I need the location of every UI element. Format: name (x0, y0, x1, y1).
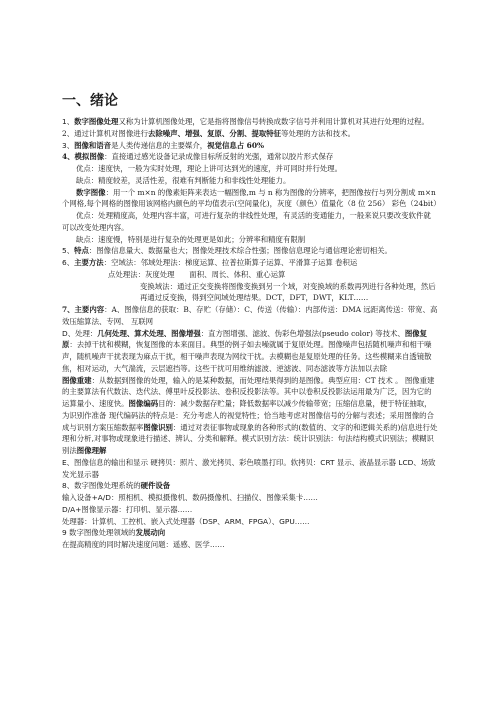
document-body (62, 116, 441, 551)
text-run: 又称为计算机图像处理，它是指将图像信号转换成数字信号并利用计算机对其进行处理的过程。 (118, 117, 429, 126)
text-run: 2、通过计算机对图像进行 (62, 128, 149, 138)
document-page (62, 90, 441, 551)
text-run: 缺点：精度较差，灵活性差，很难有判断能力和非线性处理能力。 (76, 175, 291, 185)
paragraph (62, 175, 438, 187)
paragraph (62, 304, 438, 328)
text-run: 点处理法：灰度处理 面积、周长、体积、重心运算 (108, 269, 286, 279)
text-run: 8、数字图像处理系统的 (62, 481, 141, 491)
bold-term: 特点 (74, 246, 89, 256)
paragraph (62, 492, 438, 504)
text-run: 1、 (62, 117, 75, 126)
paragraph (62, 269, 438, 281)
paragraph (62, 539, 438, 551)
bold-term: 图像重建 (62, 375, 92, 385)
text-run: 处理器：计算机、工控机、嵌入式处理器（DSP、ARM、FPGA）、GPU…… (62, 516, 310, 526)
paragraph (62, 504, 438, 516)
text-run: D/A+图像显示器：打印机、显示器…… (62, 504, 193, 514)
paragraph (62, 140, 438, 152)
text-run: ：通过对表征事物或现象的各种形式的(数值的、文字的和逻辑关系的)信息进行处理和分析,对事物或现象进行描述、辨认、分类和解释。模式识别方法：统计识别法：句法结构模式识别法；模糊识别法 (62, 422, 438, 455)
paragraph (62, 116, 438, 128)
text-run: 是人类传递信息的主要媒介， (111, 140, 208, 150)
bold-term: 数字图像 (76, 187, 106, 197)
paragraph (62, 128, 438, 140)
bold-term: 图像理解 (76, 446, 107, 455)
text-run: ：A、图像信息的获取：B、存贮（存储）：C、传送（传输）：内部传送：DMA 远距离传送：带宽、高效压缩算法、专网、 互联网 (62, 305, 438, 326)
text-run: 优点：处理精度高，处理内容丰富，可进行复杂的非线性处理，有灵活的变通能力，一般来说只要改变软件就可以改变处理内容。 (62, 211, 431, 232)
bold-term: 图像和语音 (74, 140, 112, 150)
bold-term: 硬件设备 (140, 481, 171, 491)
bold-term: 4、模拟图像 (62, 152, 105, 162)
text-run: ：直方图增强、滤波、伪彩色增强法(pseudo color) 等技术、 (200, 328, 405, 338)
bold-term: 主要方法 (74, 258, 104, 267)
paragraph (62, 187, 441, 211)
paragraph (62, 234, 438, 246)
paragraph (62, 151, 438, 163)
text-run: 6、 (62, 258, 75, 267)
text-run: ：图像信息量大、数据量也大；图像处理技术综合性强；图像信息理论与通信理论密切相关。 (88, 246, 392, 256)
text-run: ：用一个 m×n 的像素矩阵来表达一幅图像,m 与 n 称为图像的分辨率，把图像按行与列分割成 m×n 个网格,每个网格的图像用该网格内颜色的平均值表示(空间量化)，灰度（颜色）值量化（8 位 256） 彩色（24bit） (62, 187, 441, 209)
text-run: 3、 (62, 140, 75, 150)
bold-term: 发展动向 (135, 528, 166, 538)
text-run: 变换域法：通过正交变换将图像变换到另一个域，对变换域的系数再列进行各种处理，然后再通过反变换，得到空间域处理结果。DCT，DFT，DWT，KLT…… (140, 281, 436, 303)
text-run: 优点：速度快，一般为实时处理，理论上讲可达到光的速度，并可同时并行处理。 (76, 164, 343, 173)
bold-term: 视觉信息占 60% (207, 140, 264, 150)
bold-term: 几何处理、算术处理、图像增强 (97, 328, 201, 338)
paragraph (62, 245, 438, 257)
text-run: E、图像信息的输出和显示 硬拷贝：照片、激光拷贝、彩色喷墨打印。软拷贝：CRT 显示、液晶显示器 LCD、场致发光显示器 (62, 457, 436, 479)
text-run: 等处理的方法和技术。 (281, 128, 355, 138)
text-run: 输入设备+A/D：照相机、模拟摄像机、数码摄像机、扫描仪、图像采集卡…… (62, 493, 318, 502)
text-run: 5、 (62, 246, 75, 256)
text-run: D、处理： (62, 328, 98, 338)
bold-term: 去除噪声、增强、复原、分割、提取特征 (148, 128, 282, 138)
text-run: ：从数据到图像的处理，输入的是某种数据，而处理结果得到的是图像。典型应用：CT 技术 。 图像重建的主要算法有代数法、迭代法、傅里叶反投影法、卷积反投影法等。其中以卷积反投影法运用最为广泛，因为它的运算量小、速度快。 (62, 375, 435, 408)
paragraph (62, 163, 438, 175)
bold-term: 图像复原 (62, 328, 427, 350)
text-run: 目的：减少数据存贮量；降低数据率以减少传输带宽；压缩信息量，便于特征抽取，为识别作准备 现代编码法的特点是：充分考虑人的视觉特性；恰当地考虑对图像信号的分解与表述；采用图像的合成与识别方案压缩数据率 (62, 399, 434, 432)
paragraph (62, 480, 438, 492)
bold-term: 7、主要内容 (62, 305, 105, 314)
paragraph (62, 281, 438, 305)
text-run: ：空域法：邻域处理法：梯度运算、拉普拉斯算子运算、平滑算子运算 卷积运 (103, 258, 358, 267)
paragraph (62, 375, 438, 457)
paragraph (62, 257, 438, 269)
bold-term: 图像编码 (128, 399, 159, 408)
section-heading: 一、绪论 (62, 93, 118, 109)
paragraph (62, 210, 438, 234)
bold-term: 图像识别 (143, 422, 173, 432)
text-run: ：去掉干扰和模糊，恢复图像的本来面目。典型的例子如去噪就属于复原处理。图像噪声包括随机噪声和相干噪声，随机噪声干扰表现为麻点干扰，相干噪声表现为网纹干扰。去模糊也是复原处理的任务。这些模糊来自透镜散焦，相对运动，大气湍流，云层遮挡等。这些干扰可用维纳滤波、逆滤波、同态滤波等方法加以去除 (62, 340, 432, 373)
paragraph (62, 457, 438, 481)
paragraph (62, 516, 438, 528)
bold-term: 数字图像处理 (74, 117, 119, 126)
text-run: ：直接通过感光设备记录成像目标所反射的光强，通常以胶片形式保存 (104, 152, 334, 162)
text-run: 在提高精度的同时解决速度问题：遥感、医学…… (62, 540, 225, 549)
text-run: 9 数字图像处理领域的 (62, 528, 136, 538)
paragraph (62, 527, 438, 539)
paragraph (62, 328, 438, 375)
text-run: 缺点：速度慢，特别是进行复杂的处理更是如此；分辨率和精度有限制 (76, 234, 306, 244)
